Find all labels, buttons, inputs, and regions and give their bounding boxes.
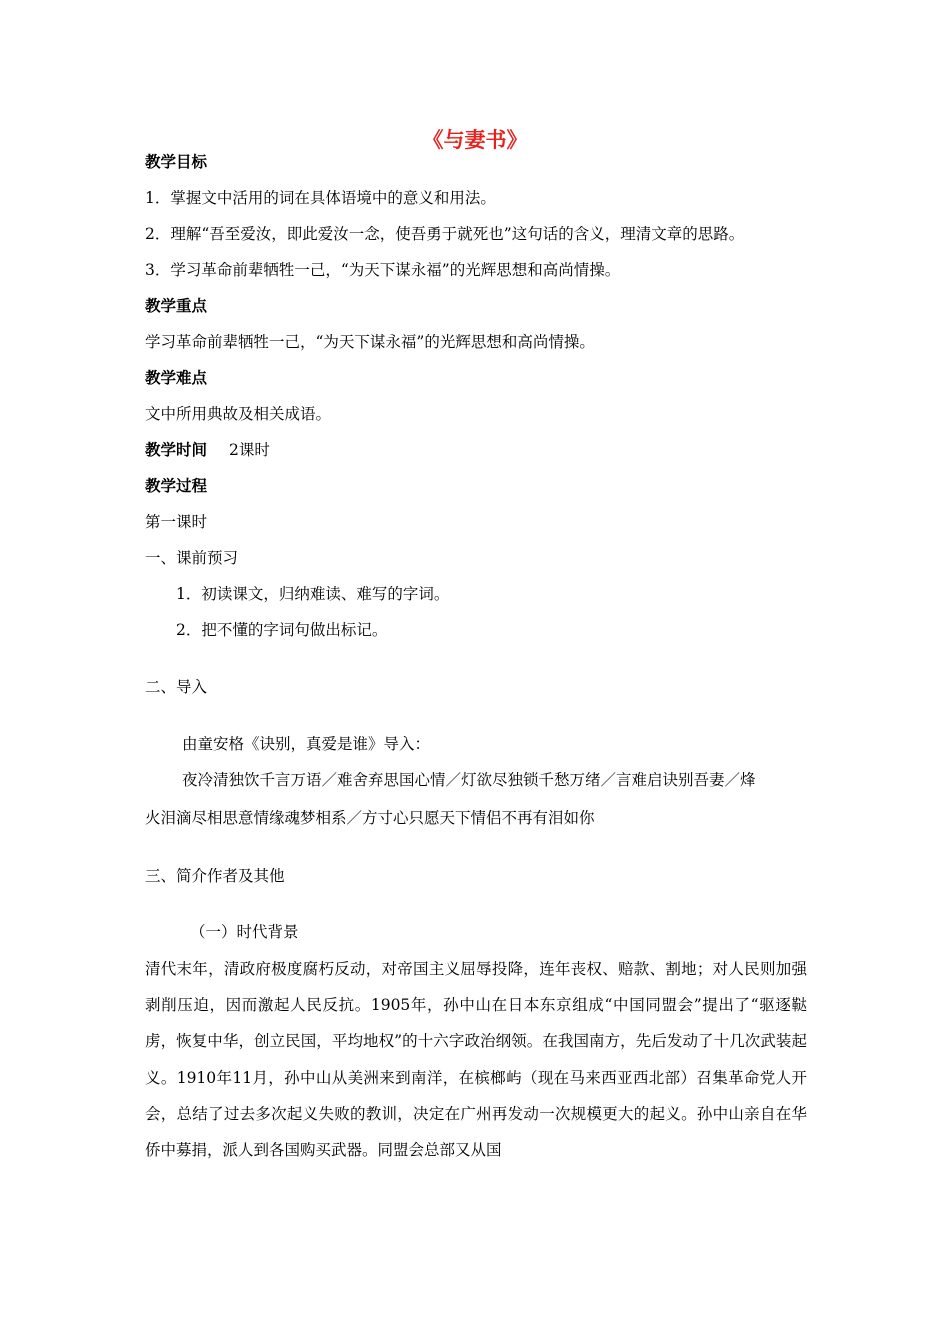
difficulty-text: 文中所用典故及相关成语。 [145, 405, 332, 423]
time-value: 2课时 [229, 441, 270, 459]
intro-line: 由童安格《诀别，真爱是谁》导入： [182, 735, 431, 753]
difficulty-heading: 教学难点 [145, 369, 208, 387]
lyrics-line-1: 夜冷清独饮千言万语／难舍弃思国心情／灯欲尽独锁千愁万绪／言难启诀别吾妻／烽 [182, 771, 756, 789]
goal-item-1: 1．掌握文中活用的词在具体语境中的意义和用法。 [145, 189, 496, 207]
lesson-one-label: 第一课时 [145, 513, 208, 531]
teaching-time-row [145, 438, 270, 462]
time-heading: 教学时间 [145, 441, 208, 459]
preview-item-1: 1．初读课文，归纳难读、难写的字词。 [176, 585, 450, 603]
lyrics-line-2: 火泪滴尽相思意情缘魂梦相系／方寸心只愿天下情侣不再有泪如你 [145, 809, 595, 827]
preview-item-2: 2．把不懂的字词句做出标记。 [176, 621, 388, 639]
goals-heading: 教学目标 [145, 153, 208, 171]
goal-item-2: 2．理解“吾至爱汝，即此爱汝一念，使吾勇于就死也”这句话的含义，理清文章的思路。 [145, 225, 745, 243]
process-heading: 教学过程 [145, 477, 208, 495]
section-intro-heading: 二、导入 [145, 678, 208, 696]
key-points-text: 学习革命前辈牺牲一己，“为天下谋永福”的光辉思想和高尚情操。 [145, 333, 595, 351]
key-points-heading: 教学重点 [145, 297, 208, 315]
background-paragraph: 清代末年，清政府极度腐朽反动，对帝国主义屈辱投降，连年丧权、赔款、割地；对人民则加强剥削压迫，因而激起人民反抗。1905年，孙中山在日本东京组成“中国同盟会”提出了“驱逐鞑虏，恢复中华，创立民国，平均地权”的十六字政治纲领。在我国南方，先后发动了十几次武装起义。1910年11月，孙中山从美洲来到南洋，在槟榔屿（现在马来西亚西北部）召集革命党人开会，总结了过去多次起义失败的教训，决定在广州再发动一次规模更大的起义。孙中山亲自在华侨中募捐，派人到各国购买武器。同盟会总部又从国 [145, 960, 807, 1160]
section-preview-heading: 一、课前预习 [145, 549, 239, 567]
document-title: 《与妻书》 [422, 128, 528, 152]
goal-item-3: 3．学习革命前辈牺牲一己，“为天下谋永福”的光辉思想和高尚情操。 [145, 261, 621, 279]
background-subheading: （一）时代背景 [190, 923, 299, 941]
section-author-heading: 三、简介作者及其他 [145, 867, 285, 885]
